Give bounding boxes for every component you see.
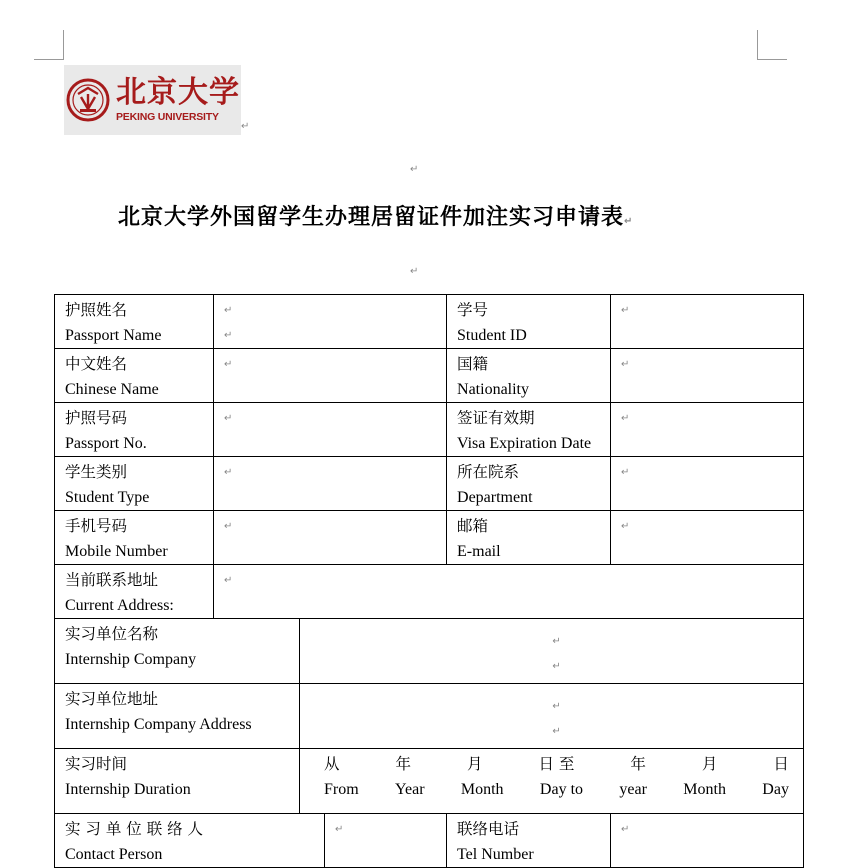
form-title-text: 北京大学外国留学生办理居留证件加注实习申请表 — [118, 204, 625, 230]
passport-no-field[interactable]: ↵ — [214, 403, 447, 457]
current-address-field[interactable]: ↵ — [214, 565, 804, 619]
table-row — [55, 565, 804, 619]
paragraph-mark: ↵ — [241, 121, 250, 132]
visa-expiration-field[interactable]: ↵ — [611, 403, 804, 457]
contact-person-label: 实 习 单 位 联 络 人 Contact Person — [55, 814, 325, 868]
crop-mark-top-right-v — [757, 30, 758, 59]
student-id-field[interactable]: ↵ — [611, 295, 804, 349]
table-row — [55, 511, 804, 565]
student-id-label: 学号 Student ID — [447, 295, 611, 349]
table-row — [55, 457, 804, 511]
table-row — [55, 295, 804, 349]
application-form-table — [54, 294, 804, 868]
chinese-name-label: 中文姓名 Chinese Name — [55, 349, 214, 403]
department-field[interactable]: ↵ — [611, 457, 804, 511]
nationality-label: 国籍 Nationality — [447, 349, 611, 403]
email-field[interactable]: ↵ — [611, 511, 804, 565]
table-row — [55, 403, 804, 457]
duration-english-row: From Year Month Day to year Month Day — [324, 781, 789, 798]
crop-mark-top-left-v — [63, 30, 64, 59]
tel-number-field[interactable]: ↵ — [611, 814, 804, 868]
paragraph-mark: ↵ — [410, 266, 419, 277]
internship-duration-label: 实习时间 Internship Duration — [55, 749, 300, 814]
passport-name-label: 护照姓名 Passport Name — [55, 295, 214, 349]
mobile-field[interactable]: ↵ — [214, 511, 447, 565]
internship-duration-field[interactable] — [300, 749, 804, 814]
passport-no-label: 护照号码 Passport No. — [55, 403, 214, 457]
logo-chinese-name: 北京大学 — [116, 75, 240, 110]
duration-chinese-row: 从 年 月 日 至 年 月 日 — [324, 755, 789, 773]
passport-name-field[interactable]: ↵ ↵ — [214, 295, 447, 349]
student-type-label: 学生类别 Student Type — [55, 457, 214, 511]
nationality-field[interactable]: ↵ — [611, 349, 804, 403]
form-title — [118, 200, 738, 231]
crop-mark-top-right-h — [757, 59, 787, 60]
internship-company-label: 实习单位名称 Internship Company — [55, 619, 300, 684]
tel-number-label: 联络电话 Tel Number — [447, 814, 611, 868]
table-row — [55, 814, 804, 868]
table-row — [55, 349, 804, 403]
visa-expiration-label: 签证有效期 Visa Expiration Date — [447, 403, 611, 457]
contact-person-field[interactable]: ↵ — [325, 814, 447, 868]
university-seal-icon — [66, 78, 110, 122]
chinese-name-field[interactable]: ↵ — [214, 349, 447, 403]
current-address-label: 当前联系地址 Current Address: — [55, 565, 214, 619]
internship-company-address-field[interactable]: ↵ ↵ — [300, 684, 804, 749]
crop-mark-top-left-h — [34, 59, 64, 60]
internship-company-address-label: 实习单位地址 Internship Company Address — [55, 684, 300, 749]
department-label: 所在院系 Department — [447, 457, 611, 511]
table-row — [55, 619, 804, 684]
mobile-label: 手机号码 Mobile Number — [55, 511, 214, 565]
email-label: 邮箱 E-mail — [447, 511, 611, 565]
logo-english-name: PEKING UNIVERSITY — [116, 111, 219, 123]
paragraph-mark: ↵ — [410, 164, 419, 175]
internship-company-field[interactable]: ↵ ↵ — [300, 619, 804, 684]
student-type-field[interactable]: ↵ — [214, 457, 447, 511]
peking-university-logo — [64, 65, 241, 135]
table-row — [55, 684, 804, 749]
table-row — [55, 749, 804, 814]
paragraph-mark: ↵ — [624, 216, 634, 227]
